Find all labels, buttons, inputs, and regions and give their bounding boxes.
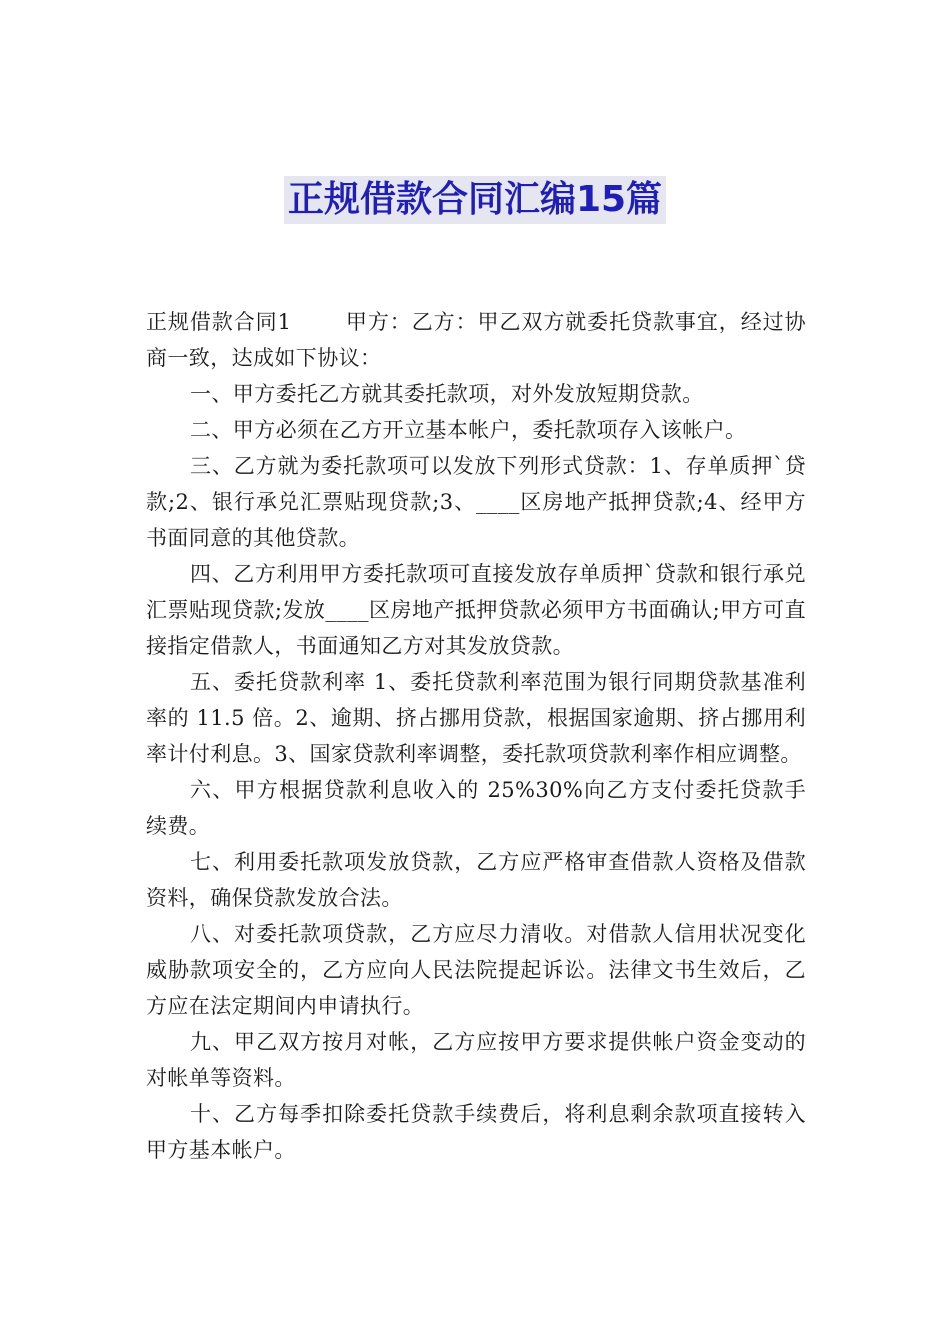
lead-text: 甲方：乙方：甲乙双方就委托贷款事宜，经过协商一致，达成如下协议： (146, 310, 806, 370)
clause-4: 四、乙方利用甲方委托款项可直接发放存单质押`贷款和银行承兑汇票贴现贷款;发放____区房地产抵押贷款必须甲方书面确认;甲方可直接指定借款人，书面通知乙方对其发放贷款。 (146, 562, 806, 658)
document-title-block (0, 176, 950, 224)
clause-2: 二、甲方必须在乙方开立基本帐户，委托款项存入该帐户。 (190, 418, 747, 442)
document-title: 正规借款合同汇编15篇 (284, 176, 666, 224)
clause-5: 五、委托贷款利率 1、委托贷款利率范围为银行同期贷款基准利率的 11.5 倍。2、逾期、挤占挪用贷款，根据国家逾期、挤占挪用利率计付利息。3、国家贷款利率调整，委托款项贷款利率作相应调整。 (146, 670, 806, 766)
lead-paragraph (146, 304, 806, 376)
document-body (146, 304, 806, 1168)
clause-6: 六、甲方根据贷款利息收入的 25%30%向乙方支付委托贷款手续费。 (146, 778, 806, 838)
clause-7: 七、利用委托款项发放贷款，乙方应严格审查借款人资格及借款资料，确保贷款发放合法。 (146, 850, 806, 910)
clause-9: 九、甲乙双方按月对帐，乙方应按甲方要求提供帐户资金变动的对帐单等资料。 (146, 1030, 806, 1090)
contract-label: 正规借款合同1 (146, 310, 292, 334)
clause-8: 八、对委托款项贷款，乙方应尽力清收。对借款人信用状况变化威胁款项安全的，乙方应向人民法院提起诉讼。法律文书生效后，乙方应在法定期间内申请执行。 (146, 922, 806, 1018)
clause-1: 一、甲方委托乙方就其委托款项，对外发放短期贷款。 (190, 382, 704, 406)
clause-3: 三、乙方就为委托款项可以发放下列形式贷款：1、存单质押`贷款;2、银行承兑汇票贴现贷款;3、____区房地产抵押贷款;4、经甲方书面同意的其他贷款。 (146, 454, 806, 550)
clause-10: 十、乙方每季扣除委托贷款手续费后，将利息剩余款项直接转入甲方基本帐户。 (146, 1102, 806, 1162)
